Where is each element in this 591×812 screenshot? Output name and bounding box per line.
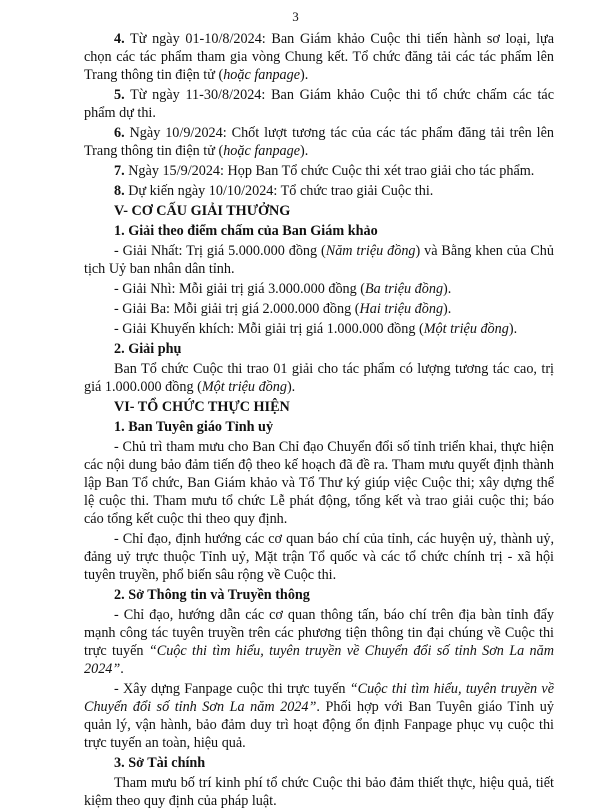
prize-second: - Giải Nhì: Mỗi giải trị giá 3.000.000 đồng (Ba triệu đồng). — [114, 281, 452, 297]
subheading-side-prize: 2. Giải phụ — [114, 341, 182, 357]
timeline-item-8: 8. Dự kiến ngày 10/10/2024: Tổ chức trao giải Cuộc thi. — [114, 183, 434, 199]
section-vi-heading: VI- TỔ CHỨC THỰC HIỆN — [114, 399, 290, 415]
timeline-item-5: 5. Từ ngày 11-30/8/2024: Ban Giám khảo Cuộc thi tổ chức chấm các tác phẩm dự thi. — [84, 87, 554, 121]
timeline-item-6: 6. Ngày 10/9/2024: Chốt lượt tương tác của các tác phẩm đăng tải trên lên Trang thông tin điện tử (hoặc fanpage). — [84, 125, 554, 159]
page-number: 3 — [292, 9, 299, 24]
timeline-item-7: 7. Ngày 15/9/2024: Họp Ban Tổ chức Cuộc thi xét trao giải cho tác phẩm. — [114, 163, 535, 179]
prize-third: - Giải Ba: Mỗi giải trị giá 2.000.000 đồng (Hai triệu đồng). — [114, 301, 452, 317]
propaganda-board-task-2: - Chỉ đạo, định hướng các cơ quan báo chí của tỉnh, các huyện uỷ, thành uỷ, đảng uỷ trực thuộc Tỉnh uỷ, Mặt trận Tổ quốc và các tổ chức chính trị - xã hội tuyên truyền, phổ biến sâu rộng về Cuộc thi. — [84, 531, 554, 583]
subheading-judge-prizes: 1. Giải theo điểm chấm của Ban Giám khảo — [114, 223, 378, 239]
info-comm-task-1: - Chỉ đạo, hướng dẫn các cơ quan thông tấn, báo chí trên địa bàn tỉnh đẩy mạnh công tác tuyên truyền trên các phương tiện thông tin đại chúng về Cuộc thi trực tuyến “Cuộc thi tìm hiểu, tuyên truyền về Chuyển đổi số tỉnh Sơn La năm 2024”. — [84, 607, 554, 677]
info-comm-task-2: - Xây dựng Fanpage cuộc thi trực tuyến “Cuộc thi tìm hiểu, tuyên truyền về Chuyển đổi số tỉnh Sơn La năm 2024”. Phối hợp với Ban Tuyên giáo Tỉnh uỷ quản lý, vận hành, bảo đảm duy trì hoạt động ổn định Fanpage phục vụ cuộc thi trực tuyến an toàn, hiệu quả. — [84, 681, 555, 751]
prize-encouragement: - Giải Khuyến khích: Mỗi giải trị giá 1.000.000 đồng (Một triệu đồng). — [114, 321, 518, 337]
finance-task-1: Tham mưu bố trí kinh phí tổ chức Cuộc thi bảo đảm thiết thực, hiệu quả, tiết kiệm theo quy định của pháp luật. — [84, 775, 554, 809]
timeline-item-4: 4. Từ ngày 01-10/8/2024: Ban Giám khảo Cuộc thi tiến hành sơ loại, lựa chọn các tác phẩm tham gia vòng Chung kết. Tổ chức đăng tải các tác phẩm lên Trang thông tin điện tử (hoặc fanpage). — [84, 31, 554, 83]
prize-first: - Giải Nhất: Trị giá 5.000.000 đồng (Năm triệu đồng) và Bằng khen của Chủ tịch Uỷ ban nhân dân tỉnh. — [84, 243, 554, 277]
document-body — [84, 30, 554, 812]
section-v-heading: V- CƠ CẤU GIẢI THƯỞNG — [114, 203, 291, 219]
subheading-finance-dept: 3. Sở Tài chính — [114, 755, 206, 771]
subheading-info-comm-dept: 2. Sở Thông tin và Truyền thông — [114, 587, 310, 603]
side-prize-text: Ban Tổ chức Cuộc thi trao 01 giải cho tác phẩm có lượng tương tác cao, trị giá 1.000.000 đồng (Một triệu đồng). — [84, 361, 554, 395]
subheading-propaganda-board: 1. Ban Tuyên giáo Tỉnh uỷ — [114, 419, 274, 435]
propaganda-board-task-1: - Chủ trì tham mưu cho Ban Chỉ đạo Chuyển đổi số tỉnh triển khai, thực hiện các nội dung bảo đảm tiến độ theo kế hoạch đã đề ra. Tham mưu quyết định thành lập Ban Tổ chức, Ban Giám khảo và Tổ Thư ký giúp việc Cuộc thi; xây dựng thể lệ cuộc thi. Tham mưu tổ chức Lễ phát động, tổng kết và trao giải cuộc thi; báo cáo tổng kết cuộc thi theo quy định. — [84, 439, 554, 527]
